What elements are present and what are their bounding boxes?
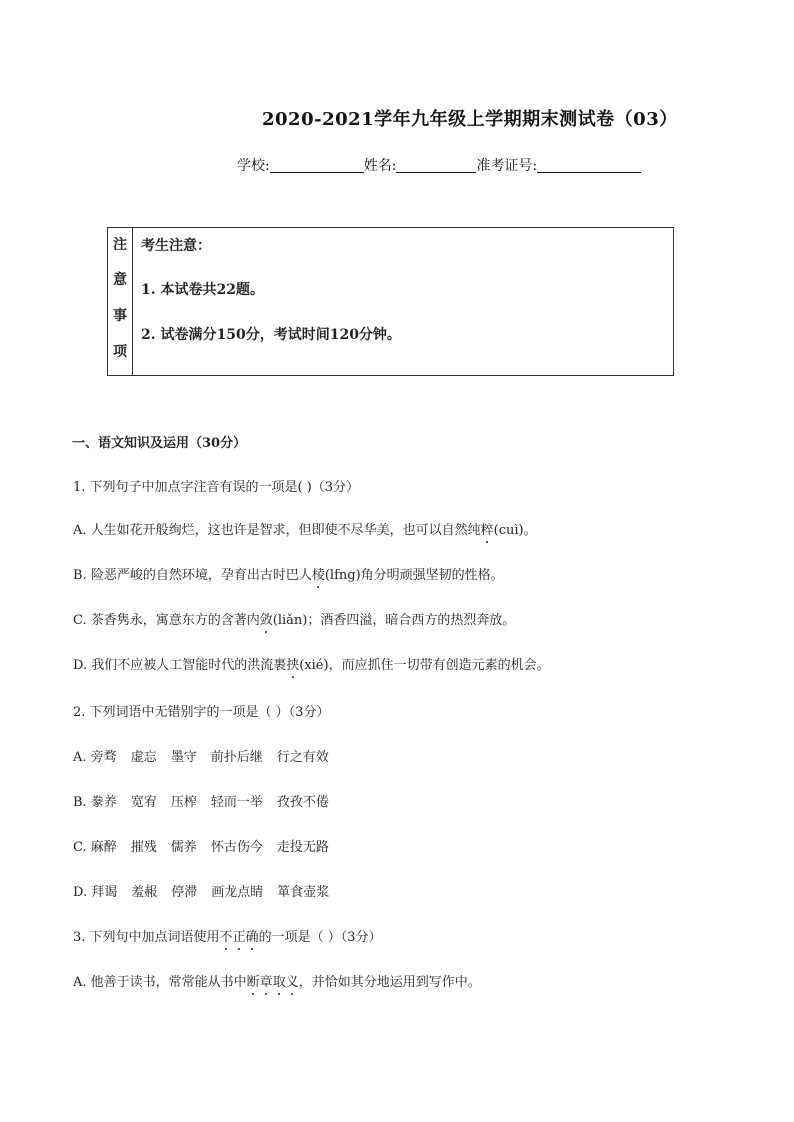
option-word: 怀古伤今 bbox=[210, 840, 263, 855]
option-text: A. 他善于读书，常常能从书中 bbox=[73, 975, 247, 990]
notice-item: 1. 本试卷共22题。 bbox=[141, 282, 264, 298]
exam-number-label: 准考证号: bbox=[476, 158, 538, 174]
option-text: B. 险恶严峻的自然环境，孕育出古时巴人 bbox=[73, 568, 312, 583]
school-label: 学校: bbox=[237, 158, 270, 174]
notice-heading: 考生注意： bbox=[141, 238, 211, 254]
notice-box bbox=[107, 227, 674, 376]
option-text: (cuì)。 bbox=[493, 523, 537, 538]
name-blank bbox=[396, 158, 476, 173]
option-word: 拜谒 bbox=[91, 885, 118, 900]
option-text: A. 人生如花开般绚烂，这也许是智求，但即使不尽华美，也可以自然纯 bbox=[73, 523, 481, 538]
option-text: ，并恰如其分地运用到写作中。 bbox=[298, 975, 481, 990]
question-3-option-a bbox=[73, 971, 481, 990]
question-1-option-b bbox=[73, 564, 504, 583]
option-word: 停滞 bbox=[171, 885, 198, 900]
question-2-option-b bbox=[73, 791, 343, 810]
option-text: C. 茶香隽永，寓意东方的含著内 bbox=[73, 613, 260, 628]
option-word: 羞赧 bbox=[131, 885, 158, 900]
option-word: 麻醉 bbox=[90, 840, 117, 855]
option-word: 宽宥 bbox=[130, 795, 157, 810]
question-2-option-a bbox=[73, 746, 343, 765]
notice-side-column bbox=[108, 228, 133, 375]
option-word: 画龙点睛 bbox=[211, 885, 264, 900]
question-2-option-c bbox=[73, 836, 343, 855]
dotted-char: 粹 bbox=[480, 523, 494, 538]
notice-side-char: 项 bbox=[113, 344, 127, 360]
option-word: 走投无路 bbox=[276, 840, 329, 855]
option-word: 轻而一举 bbox=[210, 795, 263, 810]
question-2-stem: 2. 下列词语中无错别字的一项是（ ）（3分） bbox=[73, 705, 330, 720]
notice-side-char: 事 bbox=[113, 308, 127, 324]
dotted-char: 义 bbox=[285, 975, 299, 990]
option-word: 儒养 bbox=[170, 840, 197, 855]
student-info-fields bbox=[237, 155, 641, 175]
stem-text: 的一项是（ ）（3分） bbox=[258, 930, 382, 945]
option-word: 前扑后继 bbox=[210, 750, 263, 765]
dotted-char: 挟 bbox=[286, 658, 300, 673]
option-word: 豢养 bbox=[90, 795, 117, 810]
question-3-stem bbox=[73, 926, 382, 945]
school-blank bbox=[270, 158, 364, 173]
dotted-char: 敛 bbox=[259, 613, 273, 628]
option-word: 行之有效 bbox=[276, 750, 329, 765]
page-title: 2020-2021学年九年级上学期期末测试卷（03） bbox=[262, 109, 678, 130]
option-text: (liǎn)；酒香四溢，暗合西方的热烈奔放。 bbox=[272, 613, 516, 628]
option-word: 压榨 bbox=[170, 795, 197, 810]
question-2-option-d bbox=[73, 881, 343, 900]
dotted-char: 正 bbox=[232, 930, 246, 945]
option-text: D. 我们不应被人工智能时代的洪流裹 bbox=[73, 658, 287, 673]
option-word: 旁骛 bbox=[90, 750, 117, 765]
question-1-option-c bbox=[73, 609, 515, 628]
notice-item: 2. 试卷满分150分，考试时间120分钟。 bbox=[141, 327, 401, 343]
dotted-char: 确 bbox=[245, 930, 259, 945]
option-word: 虚忘 bbox=[130, 750, 157, 765]
dotted-char: 不 bbox=[219, 930, 233, 945]
dotted-char: 章 bbox=[259, 975, 273, 990]
dotted-char: 棱 bbox=[311, 568, 325, 583]
notice-side-char: 意 bbox=[113, 272, 127, 288]
stem-text: 3. 下列句中加点词语使用 bbox=[73, 930, 220, 945]
option-text: (lfng)角分明顽强坚韧的性格。 bbox=[324, 568, 504, 583]
option-word: 孜孜不倦 bbox=[276, 795, 329, 810]
option-label: A. bbox=[73, 750, 87, 765]
option-label: C. bbox=[73, 840, 87, 855]
notice-side-char: 注 bbox=[113, 237, 127, 253]
option-label: B. bbox=[73, 795, 87, 810]
option-label: D. bbox=[73, 885, 88, 900]
question-1-option-a bbox=[73, 519, 537, 538]
section-heading: 一、语文知识及运用（30分） bbox=[72, 436, 247, 451]
name-label: 姓名: bbox=[363, 158, 397, 174]
dotted-phrase bbox=[220, 930, 259, 945]
dotted-char: 断 bbox=[246, 975, 260, 990]
question-1-option-d bbox=[73, 654, 550, 673]
option-text: (xié)，而应抓住一切带有创造元素的机会。 bbox=[299, 658, 550, 673]
exam-number-blank bbox=[537, 158, 641, 173]
option-word: 箪食壶浆 bbox=[277, 885, 330, 900]
option-word: 墨守 bbox=[170, 750, 197, 765]
dotted-phrase bbox=[247, 975, 299, 990]
option-word: 摧残 bbox=[130, 840, 157, 855]
dotted-char: 取 bbox=[272, 975, 286, 990]
question-1-stem: 1. 下列句子中加点字注音有误的一项是( )（3分） bbox=[73, 480, 360, 495]
